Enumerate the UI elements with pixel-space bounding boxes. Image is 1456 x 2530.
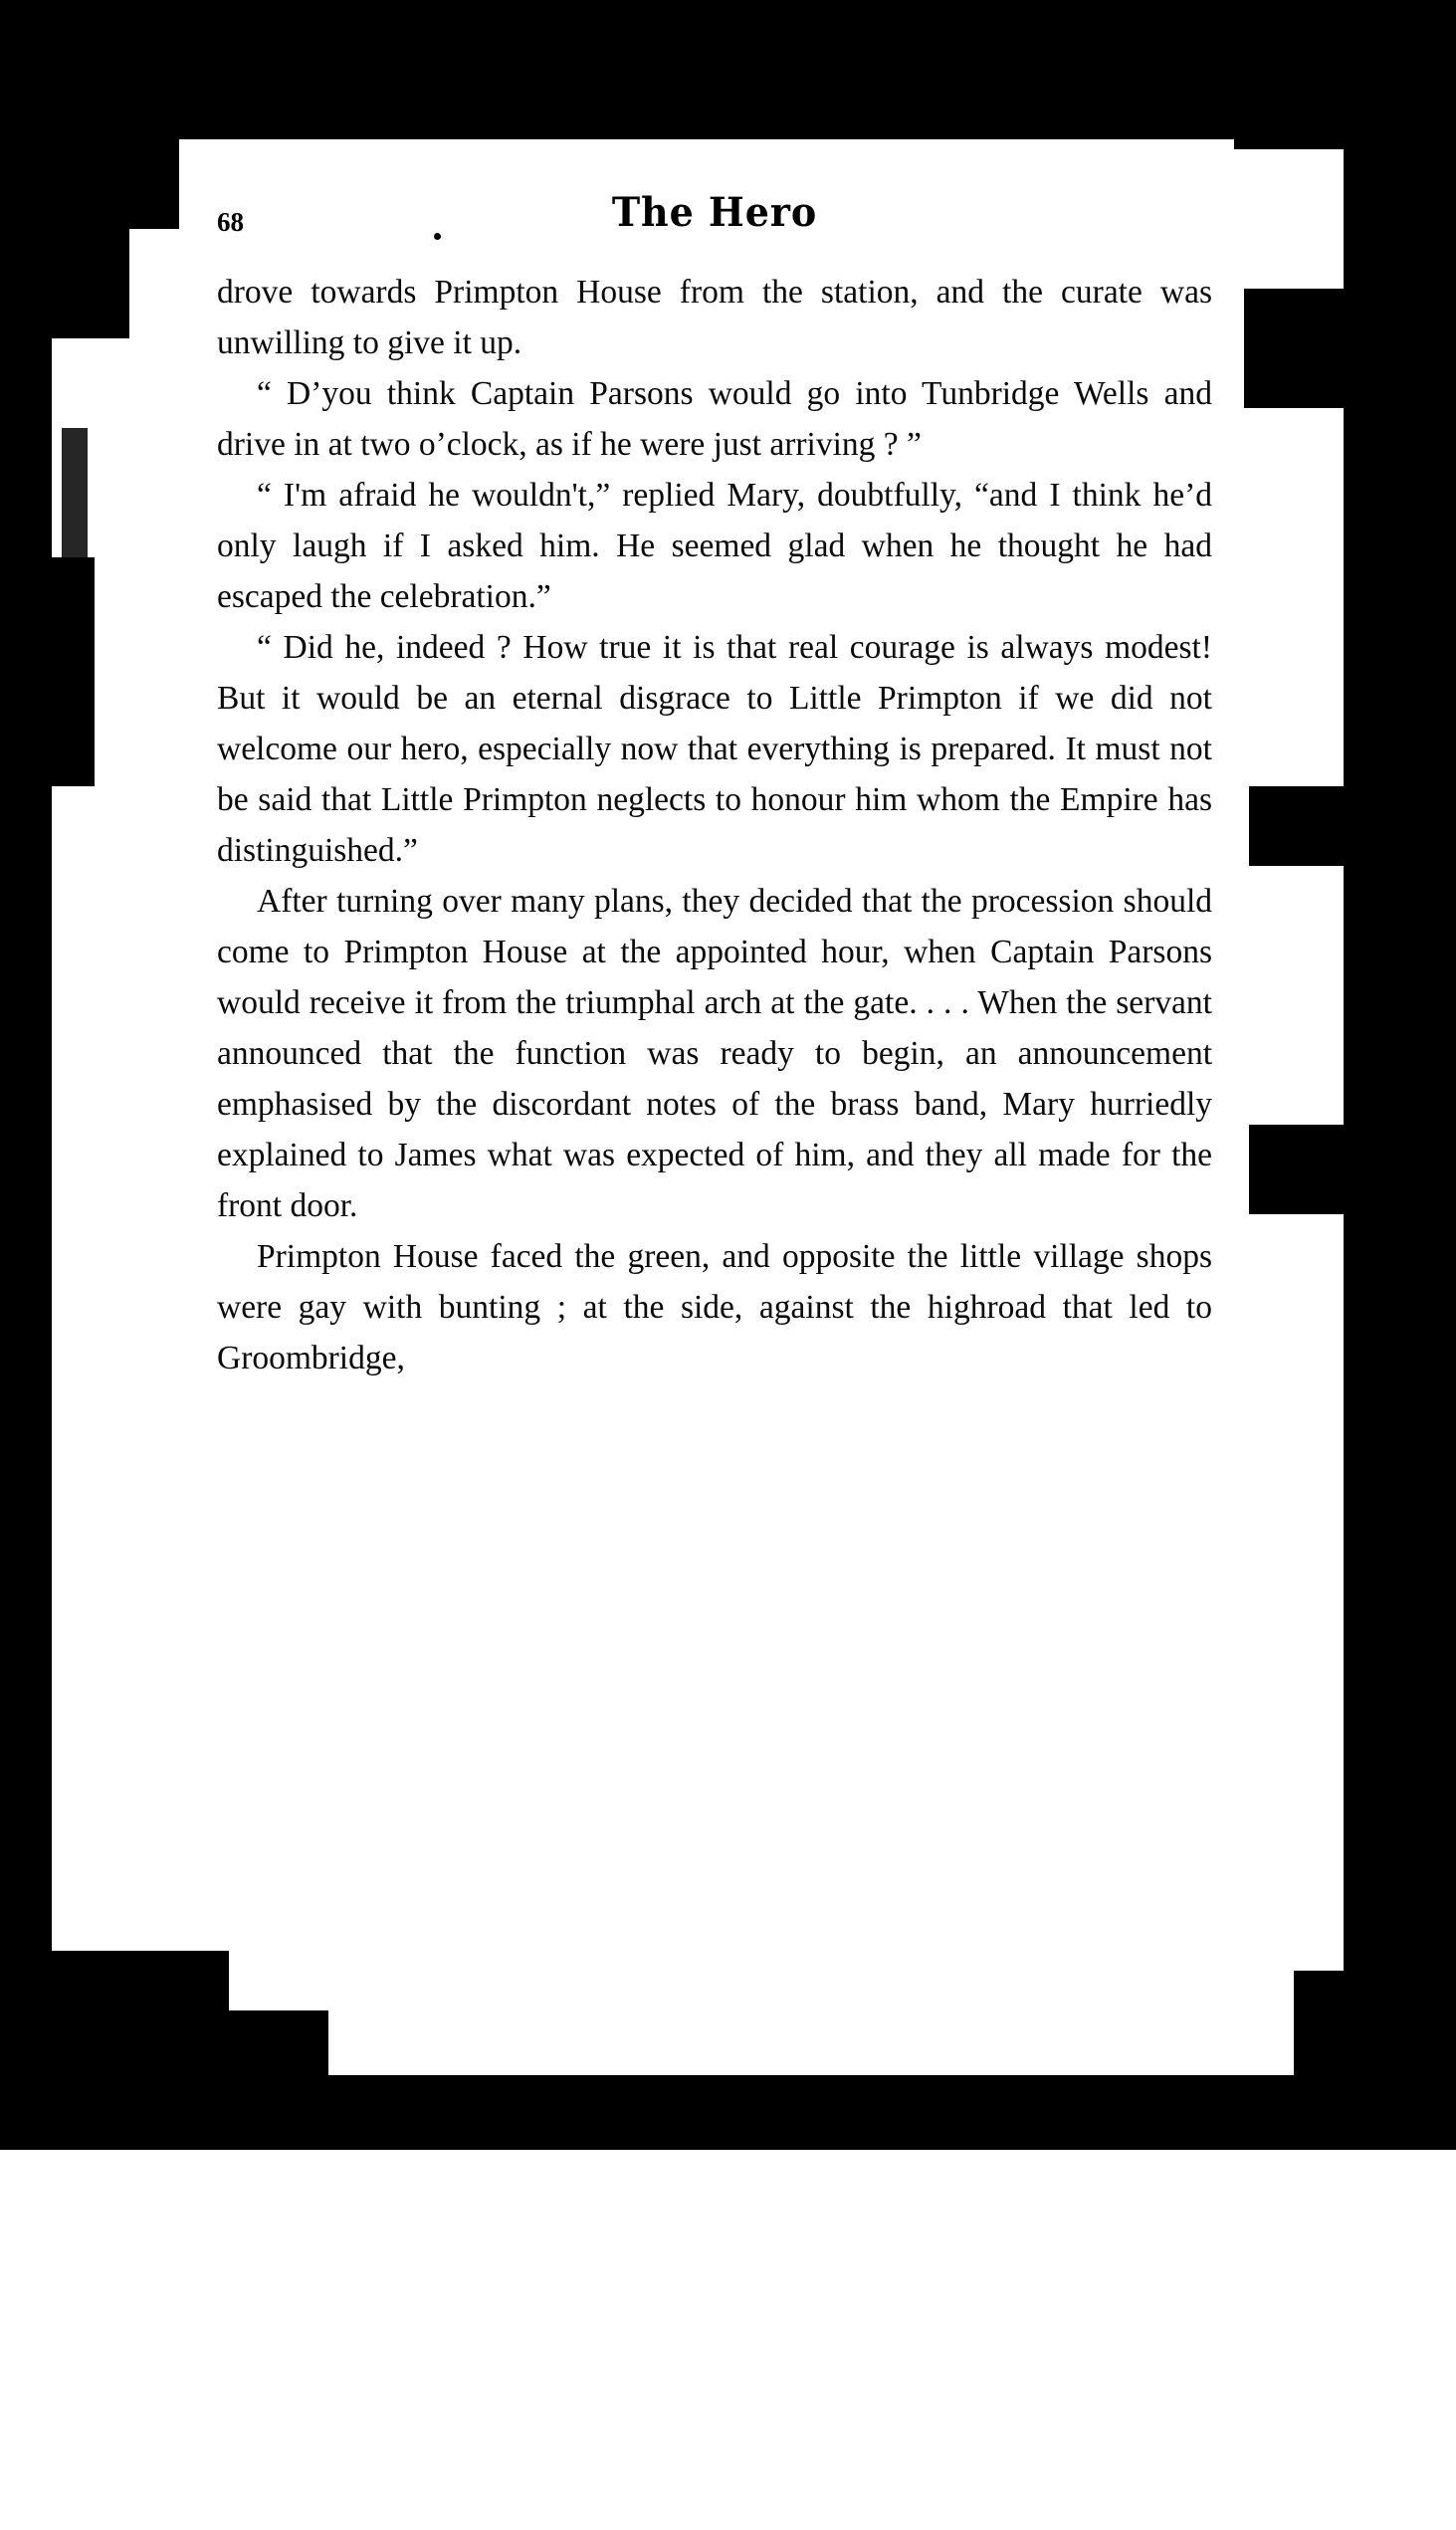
paragraph: “ I'm afraid he wouldn't,” replied Mary, doubtfully, “and I think he’d only laugh if I asked him. He seemed glad when he thought he had escaped the celebration.” <box>217 477 1212 615</box>
page-text-block <box>217 189 1212 1383</box>
scan-edge-left-upper2 <box>0 139 129 338</box>
paragraph: Primpton House faced the green, and opposite the little village shops were gay with bunting ; at the side, against the highroad that led to Groombridge, <box>217 1238 1212 1376</box>
scan-edge-right-upper <box>1234 40 1456 149</box>
page-number: 68 <box>217 207 244 237</box>
running-title: The Hero <box>611 189 818 236</box>
scan-edge-right-b <box>1249 786 1358 866</box>
paragraph: “ Did he, indeed ? How true it is that real courage is always modest! But it would be an eternal disgrace to Little Primpton if we did not welcome our hero, especially now that everything is prepared. It must not be said that Little Primpton neglects to honour him whom the Empire has distinguished.” <box>217 629 1212 869</box>
scan-edge-right-a <box>1244 289 1353 408</box>
paragraph: drove towards Primpton House from the station, and the curate was unwilling to give it up. <box>217 274 1212 361</box>
scan-edge-top-notch <box>428 0 1244 52</box>
scan-speck <box>62 428 88 587</box>
scan-speck <box>1174 70 1353 88</box>
scan-edge-left-mid <box>0 557 95 786</box>
paragraph: “ D’you think Captain Parsons would go into Tunbridge Wells and drive in at two o’clock, as if he were just arriving ? ” <box>217 375 1212 463</box>
paragraph: After turning over many plans, they decided that the procession should come to Primpton House at the appointed hour, when Captain Parsons would receive it from the triumphal arch at the gate. . . . When the servant announced that the function was ready to begin, an announcement emphasised by the discordant notes of the brass band, Mary hurriedly explained to James what was expected of him, and they all made for the front door. <box>217 883 1212 1224</box>
scan-edge-right-c <box>1249 1125 1358 1214</box>
page-header <box>217 189 1212 259</box>
scan-edge-right-strip <box>1346 0 1456 2150</box>
scan-edge-bottom-strip <box>0 2075 1456 2150</box>
body-text <box>217 267 1212 1383</box>
